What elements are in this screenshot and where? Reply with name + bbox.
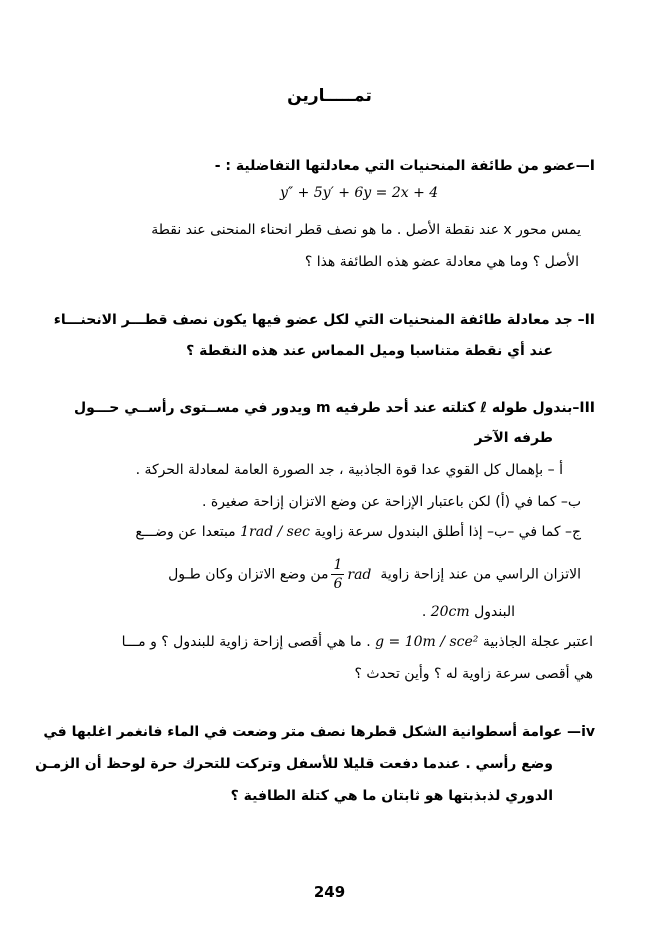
c1-math: 1rad / sec (240, 524, 310, 540)
g1-math: g = 10m / sce² (375, 634, 479, 650)
exercise-3-gravity-line-2: هي أقصى سرعة زاوية له ؟ وأين تحدث ؟ (354, 666, 593, 682)
exercise-2-text: – جد معادلة طائفة المنحنيات التي لكل عضو فيها يكون نصف قطـــر الانحنـــاء (53, 312, 585, 328)
g1-post: . ما هي أقصى إزاحة زاوية للبندول ؟ و مـــا (121, 634, 371, 650)
exercise-3-gravity-line-1 (122, 632, 593, 652)
exercise-3-part-b: ب– كما في (أ) لكن باعتبار الإزاحة عن وضع الاتزان إزاحة صغيرة . (202, 494, 581, 510)
exercise-1-number: I (589, 158, 595, 174)
page-number: 249 (313, 883, 346, 901)
c2-den: 6 (333, 576, 343, 592)
exercise-1-line-2: يمس محور x عند نقطة الأصل . ما هو نصف قطر انحناء المنحنى عند نقطة (151, 222, 581, 238)
c2-num: 1 (333, 557, 343, 573)
c2-fraction (328, 557, 375, 592)
exercise-2-number: II (584, 312, 595, 328)
exercise-4-line-3: الدوري لذبذبتها هو ثابتان ما هي كتلة الطافية ؟ (230, 788, 553, 804)
exercise-3-part-c-line-2 (168, 556, 581, 593)
exercise-3-text: –بندول طوله ℓ كتلته عند أحد طرفيه m ويدور في مســتوى رأســي حـــول (73, 400, 580, 416)
exercise-3-part-a: أ – بإهمال كل القوي عدا قوة الجاذبية ، جد الصورة العامة لمعادلة الحركة . (135, 462, 563, 478)
exercise-1-heading (215, 156, 595, 176)
exercise-3-number: III (579, 400, 595, 416)
exercise-4-text: — عوامة أسطوانية الشكل قطرها نصف متر وضعت في الماء فانغمر اغلبها في (43, 724, 582, 740)
c3-post: . (421, 604, 427, 620)
exercise-3-heading-2: طرفه الآخر (474, 430, 553, 446)
exercise-2-heading (54, 310, 595, 330)
exercise-1-equation: y″ + 5y′ + 6y = 2x + 4 (280, 185, 439, 201)
c2-unit: rad (347, 566, 372, 583)
exercise-4-number: iv (581, 724, 595, 740)
exercise-1-line-3: الأصل ؟ وما هي معادلة عضو هذه الطائفة هذا ؟ (304, 254, 579, 270)
c3-math: 20cm (430, 604, 470, 620)
exercise-4-heading (43, 722, 595, 742)
c1-post: مبتعدا عن وضـــع (135, 524, 236, 540)
c2-post: من وضع الاتزان وكان طـول (168, 566, 329, 583)
exercise-4-line-2: وضع رأسي . عندما دفعت قليلا للأسفل وتركت للتحرك حرة لوحظ أن الزمـن (35, 756, 553, 772)
exercise-3-part-c-line-1 (135, 522, 581, 542)
c1-pre: ج– كما في –ب– إذا أطلق البندول سرعة زاوية (314, 524, 581, 540)
g1-pre: اعتبر عجلة الجاذبية (482, 634, 593, 650)
c2-pre: الاتزان الراسي من عند إزاحة زاوية (380, 566, 581, 583)
exercise-3-heading (74, 398, 595, 418)
c3-pre: البندول (474, 604, 515, 620)
exercise-3-part-c-line-3 (422, 602, 515, 622)
exercise-2-line-2: عند أي نقطة متناسبا وميل المماس عند هذه النقطة ؟ (186, 343, 553, 359)
page-title: تمـــــارين (287, 86, 372, 106)
exercise-1-text: —عضو من طائفة المنحنيات التي معادلتها التفاضلية : - (214, 158, 590, 174)
